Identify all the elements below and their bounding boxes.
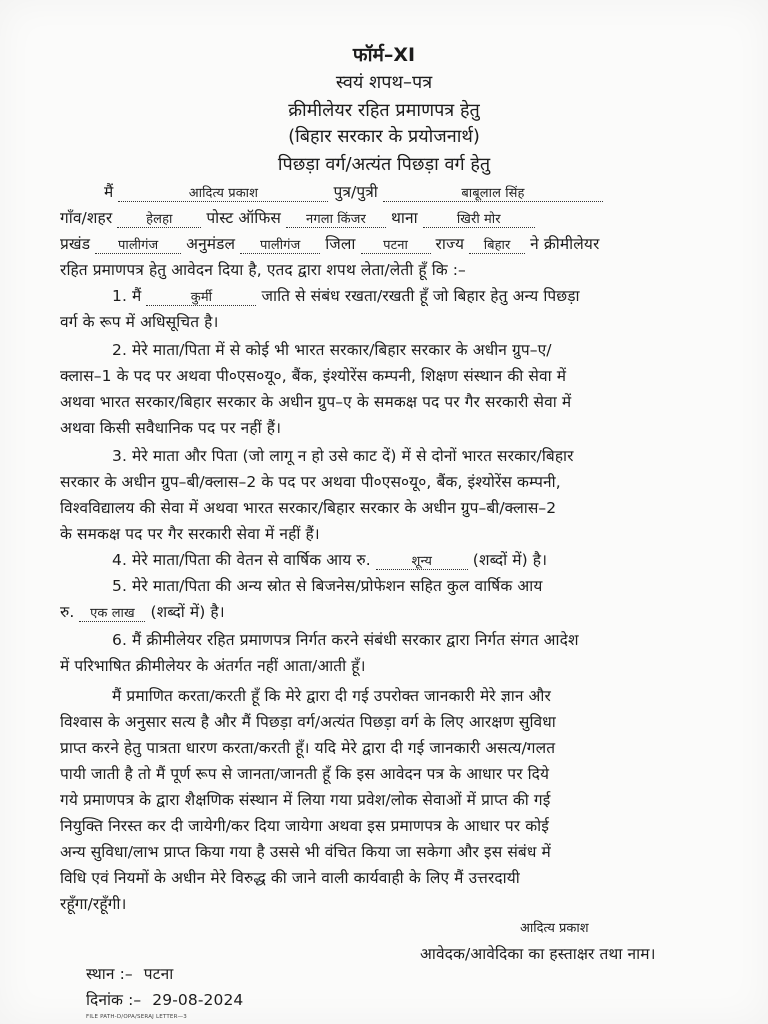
anumandal-field: पालीगंज [240, 239, 320, 254]
para-2-line-3: अथवा भारत सरकार/बिहार सरकार के अधीन ग्रुप–ए के समकक्ष पद पर गैर सरकारी सेवा में [60, 393, 572, 411]
place-row [86, 962, 173, 984]
applicant-name-field: आदित्य प्रकाश [118, 187, 328, 202]
para-3-line-3: विश्वविद्यालय की सेवा में अथवा भारत सरकार/बिहार सरकार के अधीन ग्रुप–बी/क्लास–2 [60, 499, 557, 517]
para-6-line-2: में परिभाषित क्रीमीलेयर के अंतर्गत नहीं आता/आती हूँ। [60, 657, 366, 675]
para-6-line-1: 6. मैं क्रीमीलेयर रहित प्रमाणपत्र निर्गत करने संबंधी सरकार द्वारा निर्गत संगत आदेश [112, 631, 579, 649]
para-3-line-1: 3. मेरे माता और पिता (जो लागू न हो उसे काट दें) में से दोनों भारत सरकार/बिहार [112, 447, 574, 465]
prakhand-label: प्रखंड [60, 235, 91, 253]
para-1-number: 1. मैं [112, 287, 142, 305]
father-name-field: बाबूलाल सिंह [383, 187, 603, 202]
intro-text: रहित प्रमाणपत्र हेतु आवेदन दिया है, एतद द्वारा शपथ लेता/लेती हूँ कि :– [60, 261, 466, 279]
thana-field: खिरी मोर [423, 213, 535, 228]
prakhand-field: पालीगंज [95, 239, 181, 254]
declaration-line-2: विश्वास के अनुसार सत्य है और मैं पिछड़ा वर्ग/अत्यंत पिछड़ा वर्ग के लिए आरक्षण सुविधा [60, 713, 556, 731]
declaration-line-3: प्राप्त करने हेतु पात्रता धारण करता/करती हूँ। यदि मेरे द्वारा दी गई जानकारी असत्य/गलत [60, 739, 556, 757]
rajya-field: बिहार [469, 239, 525, 254]
form-number: फॉर्म–XI [352, 44, 416, 66]
para-4 [112, 548, 547, 570]
para-2-line-2: क्लास–1 के पद पर अथवा पी०एस०यू०, बैंक, इंश्योरेंस कम्पनी, शिक्षण संस्थान की सेवा में [60, 367, 567, 385]
date-row [86, 988, 243, 1010]
post-office-field: नगला किंजर [286, 213, 386, 228]
para-5-suffix: (शब्दों में) है। [150, 603, 225, 621]
para-5-line-2 [60, 600, 225, 622]
village-label: गाँव/शहर [60, 209, 113, 227]
para-3-line-2: सरकार के अधीन ग्रुप–बी/क्लास–2 के पद पर अथवा पी०एस०यू०, बैंक, इंश्योरेंस कम्पनी, [60, 473, 561, 491]
address-line-2 [60, 232, 599, 254]
para-4-suffix: (शब्दों में) है। [472, 551, 548, 569]
name-line [104, 180, 603, 202]
para-1-rest: जाति से संबंध रखता/रखती हूँ जो बिहार हेतु अन्य पिछड़ा [261, 287, 580, 305]
thana-label: थाना [391, 209, 418, 227]
anumandal-label: अनुमंडल [186, 235, 236, 253]
main-label: मैं [104, 183, 114, 201]
para-2-line-4: अथवा किसी सवैधानिक पद पर नहीं हैं। [60, 419, 282, 437]
post-office-label: पोस्ट ऑफिस [206, 209, 281, 227]
declaration-line-4: पायी जाती है तो मैं पूर्ण रूप से जानता/जानती हूँ कि इस आवेदन पत्र के आधार पर दिये [60, 765, 550, 783]
para-2-line-1: 2. मेरे माता/पिता में से कोई भी भारत सरकार/बिहार सरकार के अधीन ग्रुप–ए/ [112, 341, 552, 359]
place-value: पटना [143, 965, 174, 983]
date-value: 29-08-2024 [152, 991, 244, 1009]
form-category: पिछड़ा वर्ग/अत्यंत पिछड़ा वर्ग हेतु [277, 154, 491, 175]
file-path-footer: FILE PATH-D/OPA/SERAJ LETTER—3 [86, 1014, 188, 1020]
salary-income-field: शून्य [376, 555, 468, 570]
signature-label: आवेदक/आवेदिका का हस्ताक्षर तथा नाम। [420, 945, 656, 963]
rajya-label: राज्य [435, 235, 465, 253]
address-line-1 [60, 206, 535, 228]
other-income-field: एक लाख [79, 607, 145, 622]
relation-label: पुत्र/पुत्री [333, 183, 378, 201]
zila-field: पटना [361, 239, 431, 254]
signature-name: आदित्य प्रकाश [520, 921, 589, 936]
form-subject: क्रीमीलेयर रहित प्रमाणपत्र हेतु [288, 100, 480, 121]
zila-label: जिला [325, 235, 356, 253]
caste-field: कुर्मी [146, 291, 256, 306]
form-purpose: (बिहार सरकार के प्रयोजनार्थ) [288, 126, 480, 147]
para-4-text: 4. मेरे माता/पिता की वेतन से वार्षिक आय रु. [112, 551, 371, 569]
para-5-prefix: रु. [60, 603, 75, 621]
declaration-line-7: अन्य सुविधा/लाभ प्राप्त किया गया है उससे भी वंचित किया जा सकेगा और इस संबंध में [60, 843, 551, 861]
line-end-text: ने क्रीमीलेयर [530, 235, 600, 253]
para-1-line-1 [112, 284, 580, 306]
form-type: स्वयं शपथ–पत्र [335, 72, 433, 93]
declaration-line-1: मैं प्रमाणित करता/करती हूँ कि मेरे द्वारा दी गई उपरोक्त जानकारी मेरे ज्ञान और [112, 687, 551, 705]
declaration-line-9: रहूँगा/रहूँगी। [60, 895, 127, 913]
village-field: हेलहा [117, 213, 201, 228]
declaration-line-8: विधि एवं नियमों के अधीन मेरे विरुद्ध की जाने वाली कार्यवाही के लिए मैं उत्तरदायी [60, 869, 520, 887]
para-5-line-1: 5. मेरे माता/पिता की अन्य स्रोत से बिजनेस/प्रोफेशन सहित कुल वार्षिक आय [112, 577, 543, 595]
declaration-line-6: नियुक्ति निरस्त कर दी जायेगी/कर दिया जायेगा अथवा इस प्रमाणपत्र के आधार पर कोई [60, 817, 549, 835]
para-3-line-4: के समकक्ष पद पर गैर सरकारी सेवा में नहीं हैं। [60, 525, 320, 543]
para-1-line-2: वर्ग के रूप में अधिसूचित है। [60, 313, 219, 331]
date-label: दिनांक :– [86, 991, 142, 1009]
declaration-line-5: गये प्रमाणपत्र के द्वारा शैक्षणिक संस्थान में लिया गया प्रवेश/लोक सेवाओं में प्राप्त की गई [60, 791, 551, 809]
place-label: स्थान :– [86, 965, 133, 983]
